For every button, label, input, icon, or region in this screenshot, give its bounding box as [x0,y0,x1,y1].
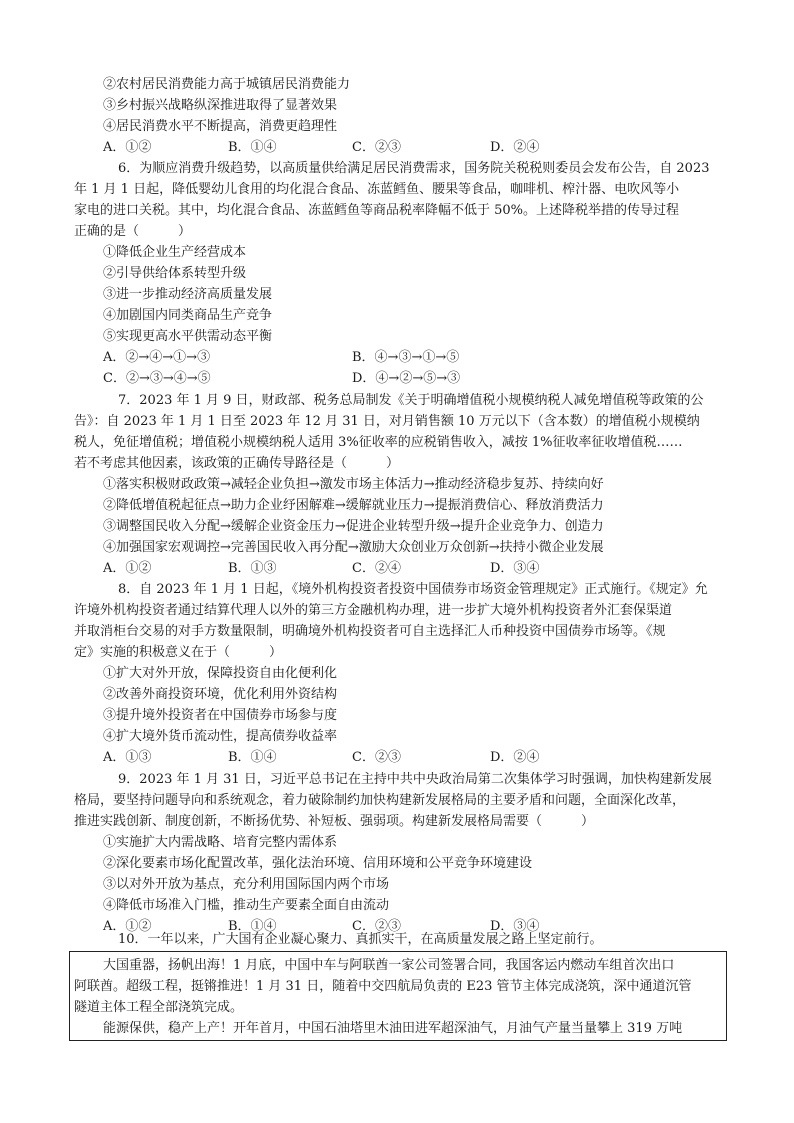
q5-option-c: C．②③ [352,140,401,155]
q10-stem: 10．一年以来，广大国有企业凝心聚力、真抓实干，在高质量发展之路上坚定前行。 [118,932,603,947]
q7-stem-line: 税人，免征增值税；增值税小规模纳税人适用 3%征收率的应税销售收入，减按 1%征收率征收增值税…… [74,435,683,450]
q6-option-c: C．②→③→④→⑤ [103,371,211,386]
q9-stem-line: 格局，要坚持问题导向和系统观念，着力破除制约加快构建新发展格局的主要矛盾和问题，全面深化改革， [74,793,686,808]
q7-option-c: C．②④ [352,561,401,576]
q6-item-5: ⑤实现更高水平供需动态平衡 [103,329,273,344]
q8-stem-line: 并取消柜台交易的对手方数量限制，明确境外机构投资者可自主选择汇人币种投资中国债券市场等。《规 [74,624,666,639]
q8-item-3: ③提升境外投资者在中国债券市场参与度 [103,708,338,723]
q5-item-4: ④居民消费水平不断提高，消费更趋理性 [103,119,338,134]
q8-stem-line: 许境外机构投资者通过结算代理人以外的第三方金融机构办理，进一步扩大境外机构投资者外汇套保渠道 [74,603,673,618]
q9-item-3: ③以对外开放为基点，充分利用国际国内两个市场 [103,877,390,892]
q9-stem-line: 9．2023 年 1 月 31 日，习近平总书记在主持中共中央政治局第二次集体学习时强调，加快构建新发展 [118,772,712,787]
q6-option-d: D．④→②→⑤→③ [352,371,461,386]
q10-material-line: 能源保供，稳产上产！开年首月，中国石油塔里木油田进军超深油气，月油气产量当量攀上 319 万吨 [103,1021,683,1036]
q6-stem-line: 正确的是（ ） [74,224,192,239]
q6-option-b: B．④→③→①→⑤ [352,350,460,365]
q7-item-1: ①落实积极财政政策→减轻企业负担→激发市场主体活力→推动经济稳步复苏、持续向好 [103,477,604,492]
q9-item-4: ④降低市场准入门槛，推动生产要素全面自由流动 [103,898,390,913]
q5-item-3: ③乡村振兴战略纵深推进取得了显著效果 [103,98,338,113]
q7-option-a: A．①② [103,561,152,576]
q8-item-4: ④扩大境外货币流动性，提高债券收益率 [103,729,338,744]
q9-stem-line: 推进实践创新、制度创新，不断扬优势、补短板、强弱项。构建新发展格局需要（ ） [74,814,595,829]
q8-stem-line: 8．自 2023 年 1 月 1 日起，《境外机构投资者投资中国债券市场资金管理规定》正式施行。《规定》允 [118,582,708,597]
q7-stem-line: 告》：自 2023 年 1 月 1 日至 2023 年 12 月 31 日，对月销售额 10 万元以下（含本数）的增值税小规模纳 [74,414,700,429]
q10-material-line: 阿联酋。超级工程，挺锵推进！1 月 31 日，随着中交四航局负责的 E23 管节主体完成浇筑，深中通道沉管 [74,979,692,994]
q5-item-2: ②农村居民消费能力高于城镇居民消费能力 [103,77,351,92]
q7-option-b: B．①③ [228,561,277,576]
q7-stem-line: 若不考虑其他因素，该政策的正确传导路径是（ ） [74,456,400,471]
q6-option-a: A．②→④→①→③ [103,350,211,365]
q9-option-b: B．①④ [228,919,277,934]
q9-option-a: A．①② [103,919,152,934]
q7-stem-line: 7．2023 年 1 月 9 日，财政部、税务总局制发《关于明确增值税小规模纳税人减免增值税等政策的公 [118,393,704,408]
q8-item-2: ②改善外商投资环境，优化利用外资结构 [103,687,338,702]
q8-option-b: B．①④ [228,750,277,765]
q6-item-4: ④加剧国内同类商品生产竞争 [103,308,273,323]
q7-item-4: ④加强国家宏观调控→完善国民收入再分配→激励大众创业万众创新→扶持小微企业发展 [103,540,604,555]
q7-option-d: D．③④ [490,561,540,576]
q5-option-b: B．①④ [228,140,277,155]
q8-stem-line: 定》实施的积极意义在于（ ） [74,645,283,660]
q8-option-c: C．②③ [352,750,401,765]
q9-option-c: C．②③ [352,919,401,934]
q6-item-3: ③进一步推动经济高质量发展 [103,287,273,302]
q9-item-1: ①实施扩大内需战略、培育完整内需体系 [103,835,338,850]
q6-stem-line: 年 1 月 1 日起，降低婴幼儿食用的均化混合食品、冻蓝鳕鱼、腰果等食品，咖啡机、榨汁器、电吹风等小 [74,182,680,197]
q5-option-a: A．①② [103,140,152,155]
q8-item-1: ①扩大对外开放，保障投资自由化便利化 [103,666,338,681]
q9-item-2: ②深化要素市场化配置改革，强化法治环境、信用环境和公平竞争环境建设 [103,856,533,871]
q10-material-line: 隧道主体工程全部浇筑完成。 [74,1000,244,1015]
q6-item-1: ①降低企业生产经营成本 [103,245,247,260]
q6-item-2: ②引导供给体系转型升级 [103,266,247,281]
q8-option-a: A．①③ [103,750,152,765]
q6-stem-line: 家电的进口关税。其中，均化混合食品、冻蓝鳕鱼等商品税率降幅不低于 50%。上述降税举措的传导过程 [74,203,680,218]
q9-option-d: D．③④ [490,919,540,934]
q6-stem-line: 6．为顺应消费升级趋势，以高质量供给满足居民消费需求，国务院关税税则委员会发布公告，自 2023 [118,161,710,176]
q8-option-d: D．②④ [490,750,540,765]
q5-option-d: D．②④ [490,140,540,155]
q7-item-2: ②降低增值税起征点→助力企业纾困解难→缓解就业压力→提振消费信心、释放消费活力 [103,498,604,513]
q10-material-line: 大国重器，扬帆出海！1 月底，中国中车与阿联酋一家公司签署合同，我国客运内燃动车组首次出口 [103,958,675,973]
q7-item-3: ③调整国民收入分配→缓解企业资金压力→促进企业转型升级→提升企业竞争力、创造力 [103,519,604,534]
